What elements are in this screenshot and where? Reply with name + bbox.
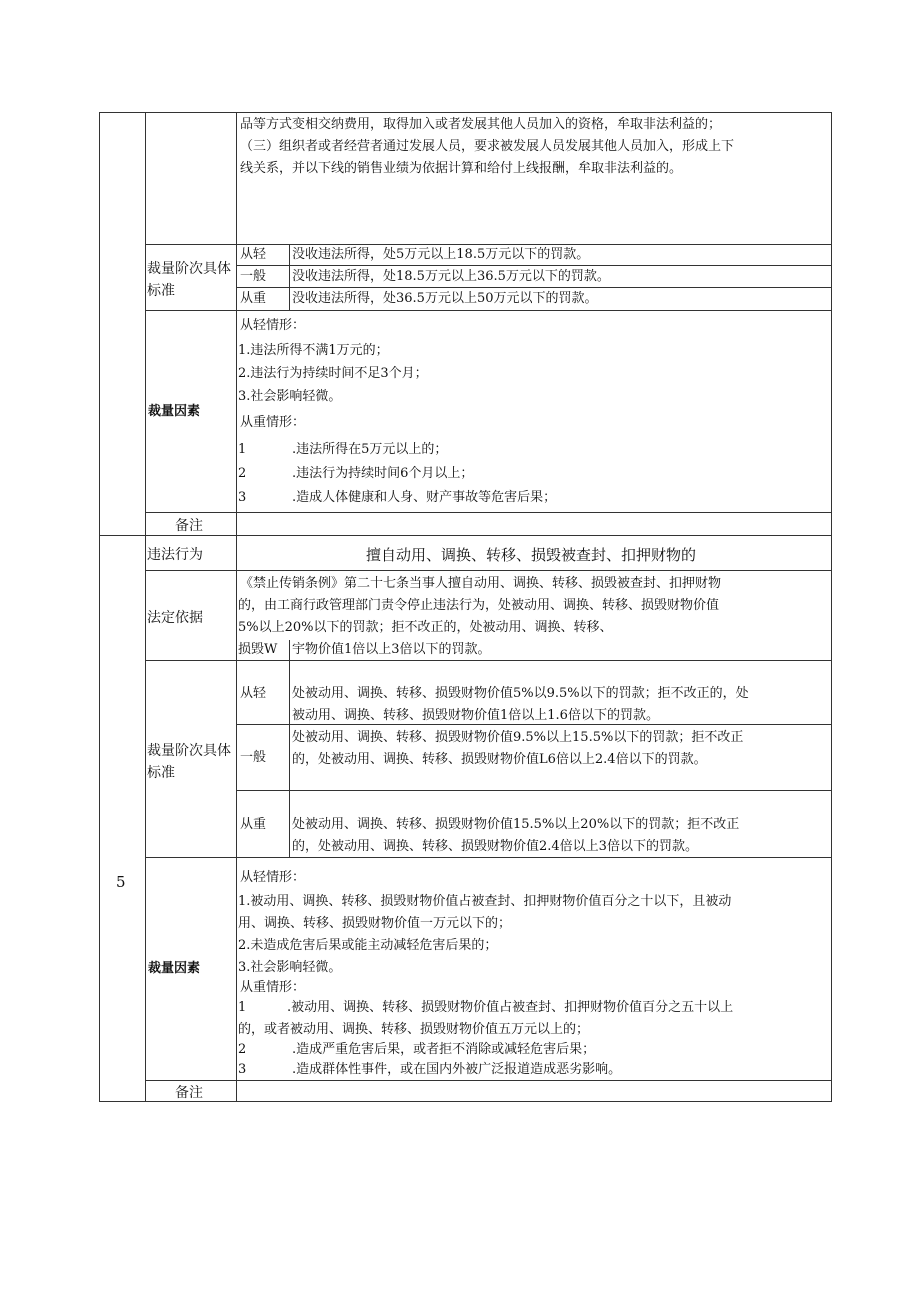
- intro-line-1: 品等方式变相交纳费用，取得加入或者发展其他人员加入的资格，牟取非法利益的；: [240, 117, 722, 132]
- heavy-item-1-num: 1: [238, 442, 247, 457]
- heavy-title: 从重情形：: [240, 415, 306, 430]
- light-title: 从轻情形：: [240, 318, 306, 333]
- level-normal-text: 没收违法所得，处18.5万元以上36.5万元以下的罚款。: [292, 269, 610, 284]
- light2-line-3: 2.未造成危害后果或能主动减轻危害后果的；: [238, 938, 498, 953]
- level2-light-line-2: 被动用、调换、转移、损毁财物价值1倍以上1.6倍以下的罚款。: [292, 708, 659, 723]
- light2-line-1: 1.被动用、调换、转移、损毁财物价值占被查封、扣押财物价值百分之十以下，且被动: [238, 894, 732, 909]
- light2-line-2: 用、调换、转移、损毁财物价值一万元以下的；: [238, 916, 512, 931]
- level-light-name: 从轻: [240, 247, 267, 262]
- heavy-item-2-text: .违法行为持续时间6个月以上；: [292, 466, 474, 481]
- light-item-1: 1.违法所得不满1万元的；: [238, 343, 389, 358]
- level-light-text: 没收违法所得，处5万元以上18.5万元以下的罚款。: [292, 247, 590, 262]
- heavy2-item-3-text: .造成群体性事件，或在国内外被广泛报道造成恶劣影响。: [292, 1062, 622, 1077]
- level2-heavy-line-2: 的，处被动用、调换、转移、损毁财物价值2.4倍以上3倍以下的罚款。: [292, 839, 698, 854]
- light2-line-4: 3.社会影响轻微。: [238, 960, 342, 975]
- heavy2-item-1-line-1: .被动用、调换、转移、损毁财物价值占被查封、扣押财物价值百分之五十以上: [287, 1000, 734, 1015]
- level-heavy-name: 从重: [240, 291, 267, 306]
- standard-label: 裁量阶次具体标准: [147, 261, 231, 299]
- intro-line-2: （三）组织者或者经营者通过发展人员，要求被发展人员发展其他人员加入，形成上下: [240, 139, 735, 154]
- legal-basis-line-4-prefix: 损毁W: [238, 642, 278, 657]
- heavy-item-1-text: .违法所得在5万元以上的；: [292, 442, 448, 457]
- level2-light-name: 从轻: [240, 686, 267, 701]
- standard-label-2: 裁量阶次具体标准: [147, 743, 231, 781]
- row-number: 5: [116, 873, 126, 891]
- legal-basis-line-4-rest: 宇物价值1倍以上3倍以下的罚款。: [292, 642, 491, 657]
- heavy-item-2-num: 2: [238, 466, 247, 481]
- light-item-2: 2.违法行为持续时间不足3个月；: [238, 366, 428, 381]
- heavy2-item-2-num: 2: [238, 1042, 247, 1057]
- legal-basis-line-3: 5%以上20%以下的罚款；拒不改正的，处被动用、调换、转移、: [238, 620, 613, 635]
- legal-basis-line-1: 《禁止传销条例》第二十七条当事人擅自动用、调换、转移、损毁被查封、扣押财物: [240, 576, 722, 591]
- level2-normal-line-1: 处被动用、调换、转移、损毁财物价值9.5%以上15.5%以下的罚款；拒不改正: [292, 730, 744, 745]
- violation-title: 擅自动用、调换、转移、损毁被查封、扣押财物的: [366, 546, 697, 564]
- factors-label: 裁量因素: [148, 404, 201, 419]
- legal-basis-line-2: 的，由工商行政管理部门责令停止违法行为，处被动用、调换、转移、损毁财物价值: [238, 598, 720, 613]
- heavy2-item-1-line-2: 的，或者被动用、调换、转移、损毁财物价值五万元以上的；: [238, 1022, 590, 1037]
- level-heavy-text: 没收违法所得，处36.5万元以上50万元以下的罚款。: [292, 291, 598, 306]
- heavy2-item-2-text: .造成严重危害后果，或者拒不消除或减轻危害后果；: [292, 1042, 596, 1057]
- violation-label: 违法行为: [147, 547, 203, 563]
- light-title-2: 从轻情形：: [240, 870, 306, 885]
- level2-normal-line-2: 的，处被动用、调换、转移、损毁财物价值L6倍以上2.4倍以下的罚款。: [292, 752, 707, 767]
- remarks-label-2: 备注: [175, 1085, 203, 1101]
- level2-heavy-name: 从重: [240, 817, 267, 832]
- heavy2-item-3-num: 3: [238, 1062, 247, 1077]
- level-normal-name: 一般: [240, 269, 267, 284]
- heavy2-item-1-num: 1: [238, 1000, 247, 1015]
- legal-basis-label: 法定依据: [147, 610, 203, 626]
- remarks-label: 备注: [175, 518, 203, 534]
- heavy-title-2: 从重情形：: [240, 980, 306, 995]
- intro-line-3: 线关系，并以下线的销售业绩为依据计算和给付上线报酬，牟取非法利益的。: [240, 161, 683, 176]
- level2-normal-name: 一般: [240, 750, 267, 765]
- factors-label-2: 裁量因素: [148, 961, 201, 976]
- level2-heavy-line-1: 处被动用、调换、转移、损毁财物价值15.5%以上20%以下的罚款；拒不改正: [292, 817, 740, 832]
- heavy-item-3-num: 3: [238, 490, 247, 505]
- heavy-item-3-text: .造成人体健康和人身、财产事故等危害后果；: [292, 490, 557, 505]
- level2-light-line-1: 处被动用、调换、转移、损毁财物价值5%以9.5%以下的罚款；拒不改正的，处: [292, 686, 749, 701]
- light-item-3: 3.社会影响轻微。: [238, 389, 342, 404]
